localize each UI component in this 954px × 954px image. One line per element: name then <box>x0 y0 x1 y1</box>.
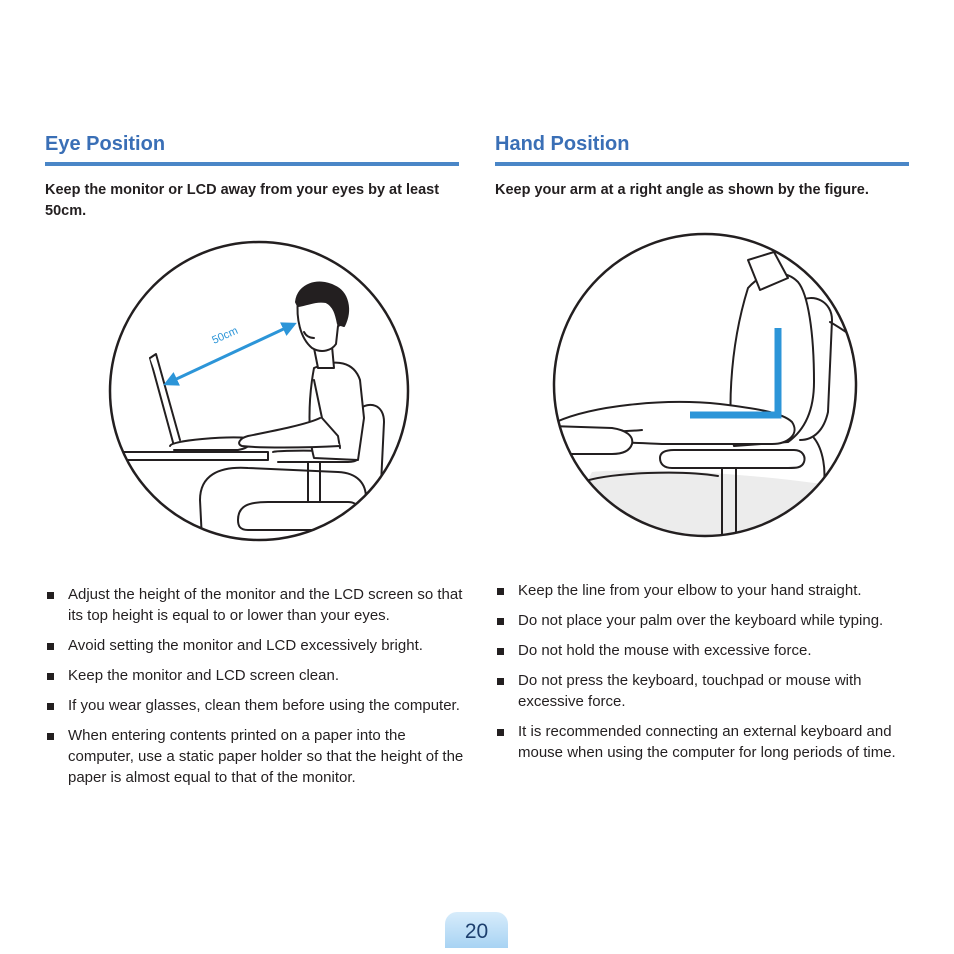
bullet-square-icon <box>47 592 54 599</box>
eye-position-illustration <box>108 240 410 542</box>
eye-position-rule <box>45 162 459 166</box>
eye-position-drawing <box>108 240 410 542</box>
bullet-square-icon <box>497 588 504 595</box>
bullet-square-icon <box>497 648 504 655</box>
bullet-square-icon <box>47 643 54 650</box>
list-item: Avoid setting the monitor and LCD excessively bright. <box>45 635 465 656</box>
page-number: 20 <box>445 912 508 948</box>
bullet-square-icon <box>47 673 54 680</box>
hand-position-rule <box>495 162 909 166</box>
eye-position-section <box>45 132 459 222</box>
bullet-square-icon <box>497 729 504 736</box>
hand-position-intro: Keep your arm at a right angle as shown by the figure. <box>495 182 869 198</box>
bullet-square-icon <box>497 618 504 625</box>
list-item: It is recommended connecting an external keyboard and mouse when using the computer for long periods of time. <box>495 721 915 763</box>
list-item: Do not press the keyboard, touchpad or mouse with excessive force. <box>495 670 915 712</box>
list-item: Do not hold the mouse with excessive force. <box>495 640 915 661</box>
list-item: If you wear glasses, clean them before using the computer. <box>45 695 465 716</box>
eye-position-intro: Keep the monitor or LCD away from your eyes by at least 50cm. <box>45 182 440 219</box>
hand-position-tips <box>495 580 915 772</box>
hand-position-section <box>495 132 909 201</box>
bullet-square-icon <box>497 678 504 685</box>
list-item: Adjust the height of the monitor and the LCD screen so that its top height is equal to or lower than your eyes. <box>45 584 465 626</box>
hand-position-drawing <box>552 232 858 538</box>
eye-position-tips <box>45 584 465 797</box>
distance-label: 50cm <box>210 324 240 347</box>
list-item: Do not place your palm over the keyboard while typing. <box>495 610 915 631</box>
hand-position-title: Hand Position <box>495 133 630 155</box>
bullet-square-icon <box>47 733 54 740</box>
list-item: Keep the monitor and LCD screen clean. <box>45 665 465 686</box>
list-item: Keep the line from your elbow to your hand straight. <box>495 580 915 601</box>
list-item: When entering contents printed on a paper into the computer, use a static paper holder so that the height of the paper is almost equal to that of the monitor. <box>45 725 465 788</box>
bullet-square-icon <box>47 703 54 710</box>
eye-position-title: Eye Position <box>45 133 166 155</box>
hand-position-illustration <box>552 232 858 538</box>
